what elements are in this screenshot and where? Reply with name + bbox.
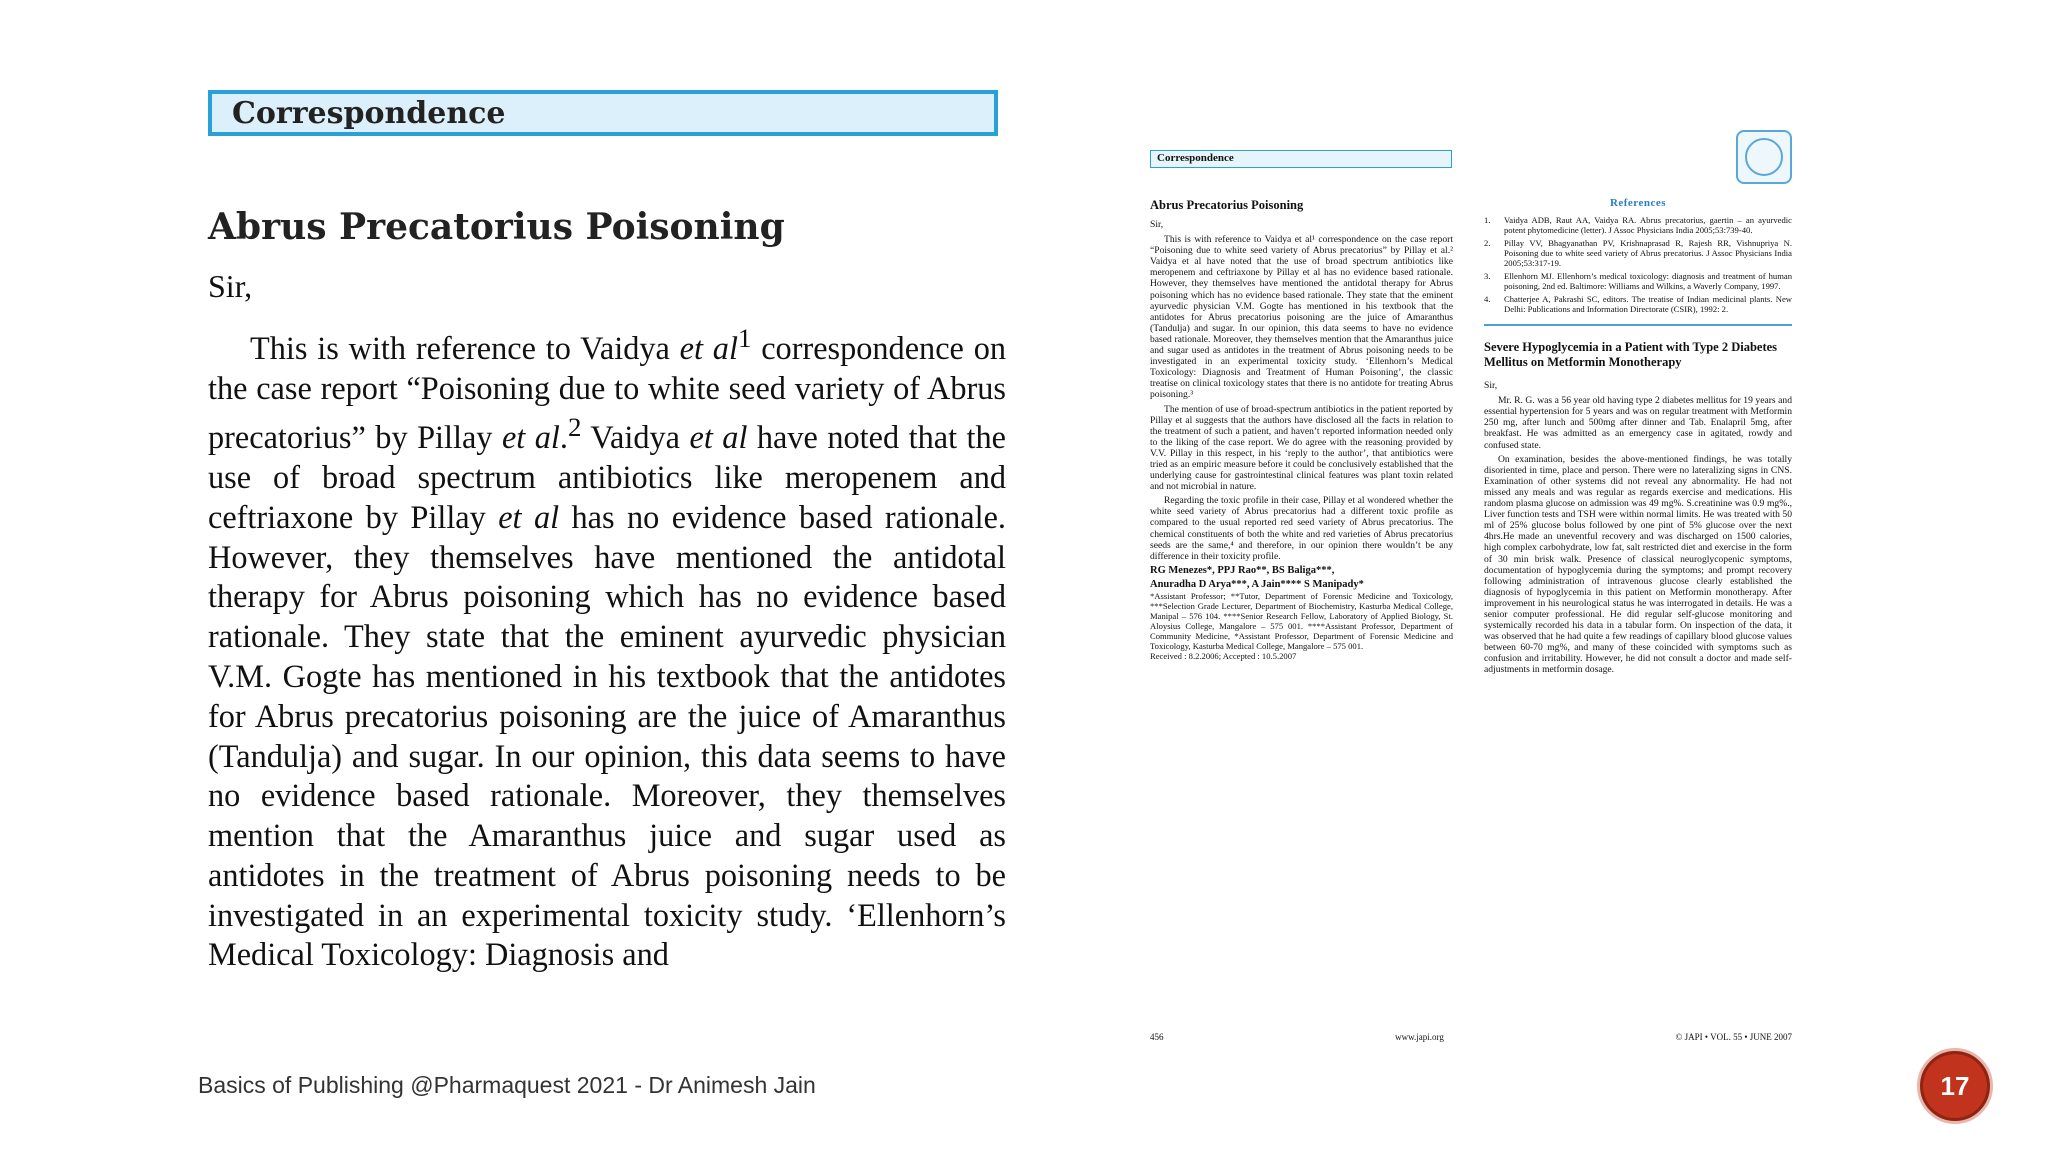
page-footer xyxy=(1150,1032,1792,1043)
section-label: Correspondence xyxy=(232,95,506,131)
page-paragraph: This is with reference to Vaidya et al¹ correspondence on the case report “Poisoning due to white seed variety of Abrus precatorius” by Pillay et al.² Vaidya et al have noted that the use of broad spectrum antibiotics like meropenem and ceftriaxone by Pillay et al has no evidence based rationale. However, they themselves have mentioned the antidotal therapy for Abrus poisoning which has no evidence based rationale. They state that the eminent ayurvedic physician V.M. Gogte has mentioned in his textbook that the antidotes for Abrus precatorius poisoning are the juice of Amaranthus (Tandulja) and sugar. In our opinion, this data seems to have no evidence based rationale. Moreover, they themselves mention that the Amaranthus juice and sugar used as antidotes in the treatment of Abrus poisoning needs to be investigated in an experimental toxicity study. ‘Ellenhorn’s Medical Toxicology: Diagnosis and Treatment of Human Poisoning’, the classic treatise on clinical toxicology states that there is no antidote for treating Abrus poisoning.³ xyxy=(1150,234,1453,401)
letter-body: This is with reference to Vaidya et $al^1$ correspondence on the case report “Poisoning due to white seed variety of Abrus precatorius” by Pillay et al.$^2$ Vaidya et al have noted that the use of broad spectrum antibiotics like meropenem and ceftriaxone by Pillay et al has no evidence based rationale. However, they themselves have mentioned the antidotal therapy for Abrus poisoning which has no evidence based rationale. They state that the eminent ayurvedic physician V.M. Gogte has mentioned in his textbook that the antidotes for Abrus precatorius poisoning are the juice of Amaranthus (Tandulja) and sugar. In our opinion, this data seems to have no evidence based rationale. Moreover, they themselves mention that the Amaranthus juice and sugar used as antidotes in the treatment of Abrus poisoning needs to be investigated in an experimental toxicity study. ‘Ellenhorn’s Medical Toxicology: Diagnosis and xyxy=(208,323,1006,973)
reference-item: 2. Pillay VV, Bhagyanathan PV, Krishnaprasad R, Rajesh RR, Vishnupriya N. Poisoning due to white seed variety of Abrus precatorius. J Assoc Physicians India 2005;53:317-19. xyxy=(1484,238,1792,269)
zoomed-excerpt xyxy=(208,90,1008,975)
second-letter-title: Severe Hypoglycemia in a Patient with Type 2 Diabetes Mellitus on Metformin Monotherapy xyxy=(1484,340,1778,370)
section-label-box xyxy=(208,90,998,136)
page-column-left xyxy=(1150,198,1453,661)
page-affiliations: *Assistant Professor; **Tutor, Department of Forensic Medicine and Toxicology, ***Selection Grade Lecturer, Department of Biochemistry, Kasturba Medical College, Manipal – 576 104. ****Senior Research Fellow, Laboratory of Applied Biology, St. Aloysius College, Mangalore – 575 001. ****Assistant Professor, Department of Community Medicine, *Assistant Professor, Department of Forensic Medicine and Toxicology, Kasturba Medical College, Mangalore – 575 001. xyxy=(1150,590,1453,651)
page-paragraph: The mention of use of broad-spectrum antibiotics in the patient reported by Pillay et al suggests that the authors have disclosed all the facts in relation to the treatment of such a patient, and haven’t reported information needed only to the liking of the case report. We do agree with the reasoning provided by V.V. Pillay in this respect, in his ‘reply to the author’, that antibiotics were tried as an empiric measure before it could be conclusively established that the underlying cause for gastrointestinal clinical features was plant toxin related and not microbial in nature. xyxy=(1150,403,1453,493)
salutation: Sir, xyxy=(208,268,253,304)
page-salutation-2: Sir, xyxy=(1484,380,1498,392)
page-section-label: Correspondence xyxy=(1150,150,1452,168)
journal-website: www.japi.org xyxy=(1395,1032,1444,1042)
page-column-right xyxy=(1484,198,1792,679)
slide-number-badge: 17 xyxy=(1917,1048,1993,1124)
references-list xyxy=(1484,215,1792,314)
journal-issue: © JAPI • VOL. 55 • JUNE 2007 xyxy=(1675,1032,1792,1042)
reference-item: 3. Ellenhorn MJ. Ellenhorn’s medical toxicology: diagnosis and treatment of human poisoning, 2nd ed. Baltimore: Williams and Wilkins, a Waverly Company, 1997. xyxy=(1484,271,1792,292)
letter-title: Abrus Precatorius Poisoning xyxy=(208,206,785,248)
reference-item: 1. Vaidya ADB, Raut AA, Vaidya RA. Abrus precatorius, gaertin – an ayurvedic potent phytomedicine (letter). J Assoc Physicians India 2005;53:739-40. xyxy=(1484,215,1792,236)
page-received: Received : 8.2.2006; Accepted : 10.5.2007 xyxy=(1150,650,1297,661)
journal-page-thumbnail xyxy=(1142,122,1802,1048)
page-authors: Anuradha D Arya***, A Jain**** S Manipady* xyxy=(1150,578,1364,590)
page-paragraph: Mr. R. G. was a 56 year old having type 2 diabetes mellitus for 19 years and essential hypertension for 5 years and was on regular treatment with Metformin 250 mg, after lunch and 500mg after dinner and Tab. Enalapril 5mg, after breakfast. He was admitted as an emergency case in agitated, rowdy and confused state. xyxy=(1484,395,1792,451)
page-paragraph: On examination, besides the above-mentioned findings, he was totally disoriented in time, place and person. There were no lateralizing signs in CNS. Examination of other systems did not reveal any abnormality. He had not missed any meals and was regular as regards exercise and medications. His random plasma glucose on admission was 49 mg%. S.creatinine was 0.9 mg%., Liver function tests and TSH were within normal limits. He was treated with 50 ml of 25% glucose bolus followed by one pint of 5% glucose over the next 4hrs.He made an uneventful recovery and was discharged on 1500 calories, high complex carbohydrate, low fat, salt restricted diet and exercise in the form of 30 min brisk walk. Presence of classical neuroglycopenic symptoms, documentation of hypoglycemia during the symptoms; and prompt recovery following administration of intravenous glucose clearly established the diagnosis of hypoglycemia in this patient on Metformin monotherapy. After improvement in his neurological status he was interrogated in details. He was a senior computer professional. He did regular self-glucose monitoring and systemically recorded his data in a tabular form. On inspection of the data, it was observed that he had quite a few readings of capillary blood glucose values between 60-70 mg%, and many of these coincided with symptoms such as confusion and irritability. However, he did not consult a doctor and made self-adjustments in metformin dosage. xyxy=(1484,453,1792,676)
page-letter-title: Abrus Precatorius Poisoning xyxy=(1150,198,1304,212)
section-divider xyxy=(1484,324,1792,326)
page-number: 456 xyxy=(1150,1032,1164,1042)
reference-item: 4. Chatterjee A, Pakrashi SC, editors. The treatise of Indian medicinal plants. New Delhi: Publications and Information Directorate (CSIR), 1992: 2. xyxy=(1484,294,1792,315)
slide-footer-text: Basics of Publishing @Pharmaquest 2021 - Dr Animesh Jain xyxy=(198,1072,816,1098)
page-paragraph: Regarding the toxic profile in their case, Pillay et al wondered whether the white seed variety of Abrus precatorius had a different toxic profile as compared to the usual reported red seed variety of Abrus precatorius. The chemical constituents of both the white and red varieties of Abrus precatorius seeds are the same,⁴ and therefore, in our opinion there wouldn’t be any difference in their toxicity profile. xyxy=(1150,495,1453,562)
page-authors: RG Menezes*, PPJ Rao**, BS Baliga***, xyxy=(1150,564,1335,576)
page-salutation: Sir, xyxy=(1150,219,1164,230)
references-heading: References xyxy=(1609,197,1667,209)
journal-seal-icon xyxy=(1736,130,1792,184)
